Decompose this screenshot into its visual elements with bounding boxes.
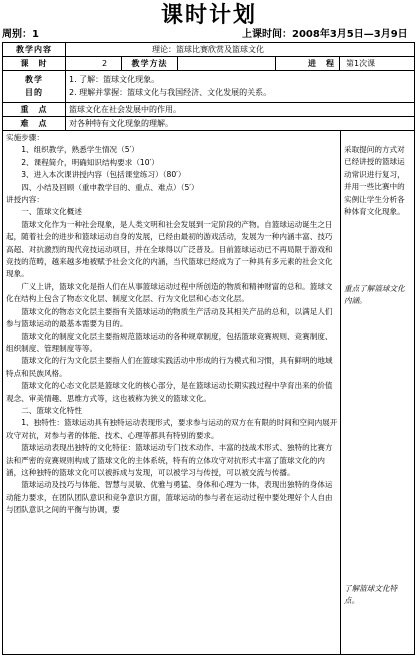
content-label: 教学内容 xyxy=(16,45,52,54)
lesson-body xyxy=(3,131,340,654)
body-paragraph: 1、独特性：篮球运动具有独特运动表现形式，要求参与运动的双方在有限的时间和空间内展开攻守对抗，对参与者的体能、技术、心理等都具有特别的要求。 xyxy=(6,418,338,440)
progress-label: 进 程 xyxy=(275,57,339,70)
row-difficulty xyxy=(3,117,414,131)
goal-item: 2. 理解并掌握：篮球文化与我国经济、文化发展的关系。 xyxy=(69,88,272,97)
content-value: 理论：篮球比赛欣赏及篮球文化 xyxy=(65,43,414,56)
section-heading: 二、篮球文化特性 xyxy=(21,405,82,415)
goal-label-line-1: 教学 xyxy=(25,75,43,84)
body-paragraph: 篮球运动表现出独特的文化特征：篮球运动专门技术动作、丰富的技战术形式、独特的比赛方法和严密的竞赛规则构成了篮球文化的主体系统，特有的立体攻守对抗形式丰富了篮球文化的内涵，这种独特的篮球文化可以被拆成与发现，可以被学习与传授，可以被交流与传播。 xyxy=(6,443,333,477)
body-paragraph: 2、课程简介，明确知识结构要求（10′） xyxy=(21,157,159,167)
body-paragraph: 讲授内容： xyxy=(6,195,44,205)
body-paragraph: 篮球文化的物态文化层主要指有关篮球运动的物质生产活动及其相关产品的总和，以满足人们参与篮球运动的最基本需要为目的。 xyxy=(6,306,333,329)
body-paragraph: 篮球文化的行为文化层主要指人们在篮球实践活动中形成的行为模式和习惯，具有鲜明的地域特点和民族风格。 xyxy=(6,356,333,378)
body-paragraph: 篮球运动及技巧与体能、智慧与灵敏、优雅与勇猛、身体和心理为一体，表现出独特的身体运动能力要求，在团队团队意识和竞争意识方面，篮球运动的参与者在运动过程中要处理好个人自由与团队意识之间的平衡与协调，要 xyxy=(6,480,333,515)
meta-bar xyxy=(2,28,416,42)
goal-label xyxy=(3,71,65,102)
lesson-value: 2 xyxy=(65,57,121,70)
row-key xyxy=(3,103,414,117)
body-paragraph: 实施步骤： xyxy=(6,133,44,142)
key-label: 重 点 xyxy=(20,105,48,114)
key-value: 篮球文化在社会发展中的作用。 xyxy=(65,103,414,116)
section-heading: 一、篮球文化概述 xyxy=(21,207,82,217)
row-content xyxy=(3,43,414,57)
lesson-plan-table xyxy=(2,42,415,655)
body-paragraph: 3、进入本次课讲授内容（包括课堂练习）（80′） xyxy=(21,170,186,180)
teaching-notes xyxy=(340,131,414,654)
body-paragraph: 四、小结及回顾（重申教学目的、重点、难点）（5′） xyxy=(21,182,199,192)
week-number: 周别：1 xyxy=(2,29,39,40)
body-paragraph: 篮球文化作为一种社会现象，是人类文明和社会发展到一定阶段的产物。自篮球运动诞生之日起，随着社会的进步和篮球运动自身的发展，已经由最初的游戏活动，发展为一种内涵丰富、技巧高超、对抗激烈的现代竞技运动项目，并在全球得以广泛普及。目前篮球运动已不再局限于游戏和竞技的范畴，越来越多地被赋予社会文化的内涵，当代篮球已经成为了一种具有多元素的社会文化现象。 xyxy=(6,219,333,279)
body-paragraph: 广义上讲，篮球文化是指人们在从事篮球运动过程中所创造的物质和精神财富的总和。篮球文化在结构上包含了物态文化层、制度文化层、行为文化层和心态文化层。 xyxy=(6,281,333,304)
difficulty-label: 难 点 xyxy=(20,119,48,128)
goals-list xyxy=(65,71,414,102)
page-title: 课时计划 xyxy=(160,2,257,28)
teaching-note: 采取提问的方式对已经讲授的篮球运动常识进行复习，并用一些比赛中的实例让学生分析各种体育文化现象。 xyxy=(344,145,405,217)
teaching-note: 重点了解篮球文化内涵。 xyxy=(344,284,405,306)
method-label: 教学方法 xyxy=(121,57,177,70)
method-value xyxy=(177,57,275,70)
row-goals xyxy=(3,71,414,103)
body-paragraph: 1、组织教学，熟悉学生情况（5′） xyxy=(21,145,139,155)
goal-label-line-2: 目的 xyxy=(25,88,43,97)
lesson-label: 课 时 xyxy=(20,59,48,68)
teaching-note: 了解篮球文化特点。 xyxy=(344,584,398,606)
progress-value: 第1次课 xyxy=(339,57,414,70)
goal-item: 1. 了解：篮球文化现象。 xyxy=(69,75,160,84)
body-paragraph: 篮球文化的制度文化层主要指规范篮球运动的各种规章制度，包括篮球竞赛规则、竞赛制度、组织制度、管理制度等等。 xyxy=(6,331,333,353)
body-paragraph: 篮球文化的心态文化层是篮球文化的核心部分，是在篮球运动长期实践过程中孕育出来的价值观念、审美情趣、思维方式等，这也被称为狭义的篮球文化。 xyxy=(6,381,333,403)
row-lesson xyxy=(3,57,414,71)
row-body xyxy=(3,131,414,654)
class-date: 上课时间：2008年3月5日—3月9日 xyxy=(242,29,408,40)
difficulty-value: 对各种特有文化现象的理解。 xyxy=(65,117,414,130)
